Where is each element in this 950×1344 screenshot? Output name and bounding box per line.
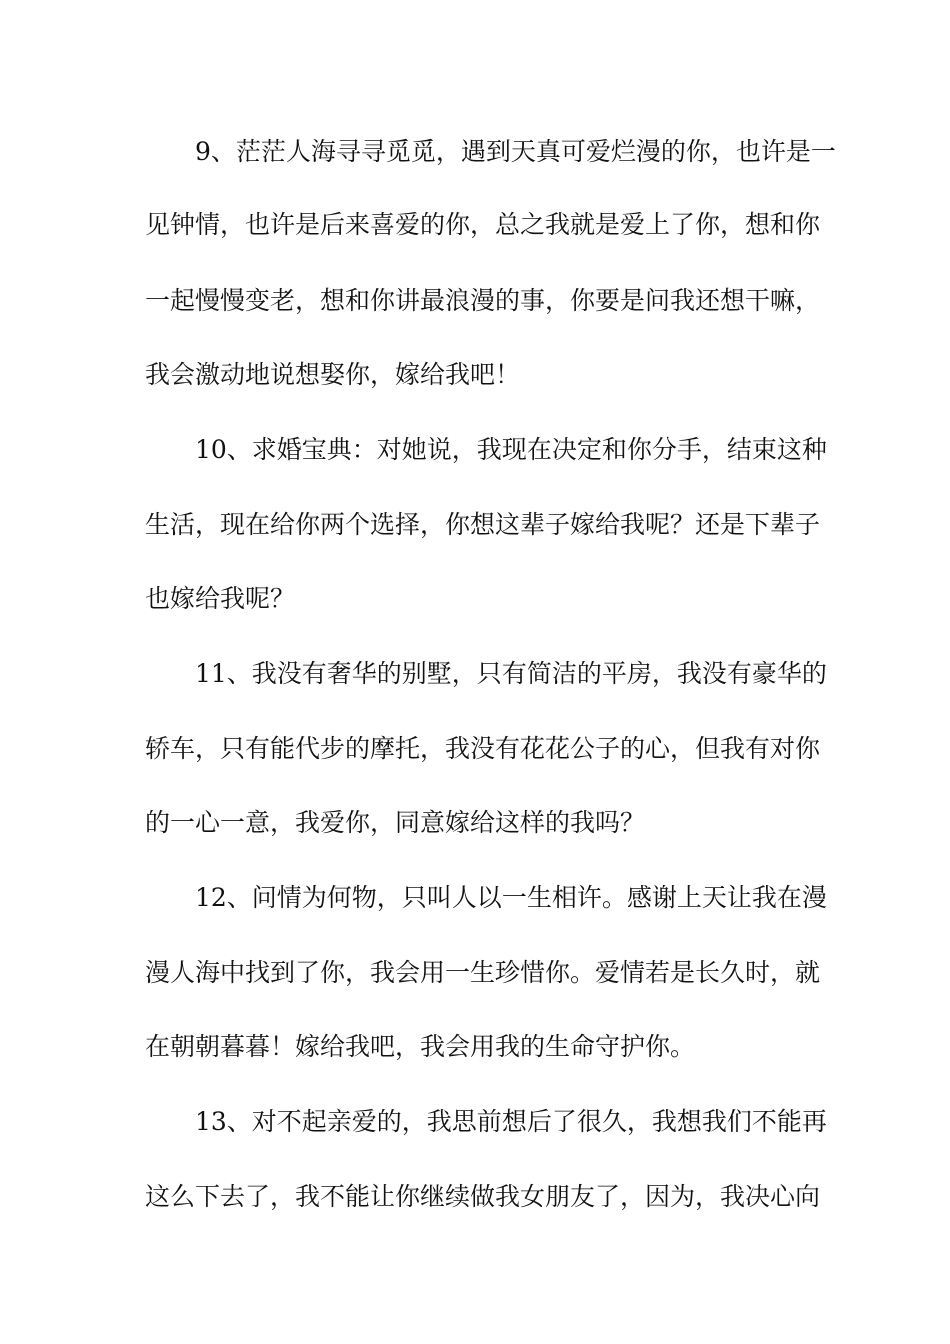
paragraph-10-line-1: 10、求婚宝典：对她说，我现在决定和你分手，结束这种 [195,435,827,464]
paragraph-12-line-1: 12、问情为何物，只叫人以一生相许。感谢上天让我在漫 [195,883,827,912]
paragraph-9-line-2: 见钟情，也许是后来喜爱的你，总之我就是爱上了你，想和你 [145,210,821,239]
paragraph-10-line-3: 也嫁给我呢？ [145,584,296,613]
paragraph-9-line-4: 我会激动地说想娶你，嫁给我吧！ [145,360,521,389]
paragraph-11-line-2: 轿车，只有能代步的摩托，我没有花花公子的心，但我有对你 [145,734,821,763]
paragraph-10-line-2: 生活，现在给你两个选择，你想这辈子嫁给我呢？还是下辈子 [145,510,821,539]
paragraph-11-line-1: 11、我没有奢华的别墅，只有简洁的平房，我没有豪华的 [195,659,827,688]
paragraph-9-line-3: 一起慢慢变老，想和你讲最浪漫的事，你要是问我还想干嘛， [145,286,821,315]
paragraph-11-line-3: 的一心一意，我爱你，同意嫁给这样的我吗？ [145,808,646,837]
paragraph-12-line-3: 在朝朝暮暮！嫁给我吧，我会用我的生命守护你。 [145,1032,696,1061]
paragraph-13-line-2: 这么下去了，我不能让你继续做我女朋友了，因为，我决心向 [145,1182,821,1211]
paragraph-9-line-1: 9、茫茫人海寻寻觅觅，遇到天真可爱烂漫的你，也许是一 [195,137,836,166]
paragraph-12-line-2: 漫人海中找到了你，我会用一生珍惜你。爱情若是长久时，就 [145,958,821,987]
paragraph-13-line-1: 13、对不起亲爱的，我思前想后了很久，我想我们不能再 [195,1107,827,1136]
